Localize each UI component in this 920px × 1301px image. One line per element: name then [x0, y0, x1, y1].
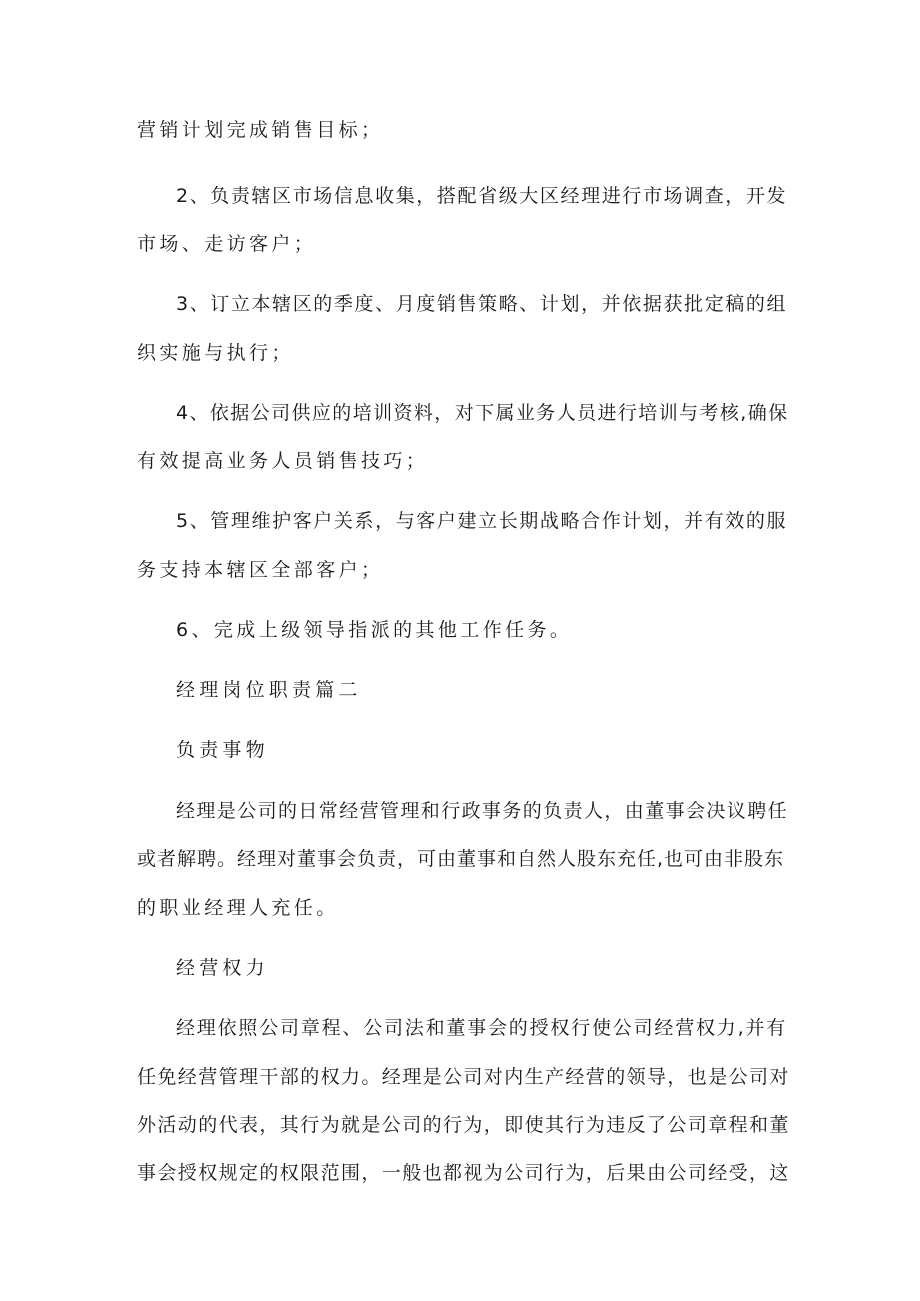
paragraph-line: 或者解聘。经理对董事会负责，可由董事和自然人股东充任,也可由非股东: [137, 848, 785, 870]
paragraph-line: 的职业经理人充任。: [137, 897, 339, 919]
list-item-4: 4、依据公司供应的培训资料，对下属业务人员进行培训与考核,确保: [176, 402, 789, 424]
paragraph-line: 经理是公司的日常经营管理和行政事务的负责人，由董事会决议聘任: [176, 800, 789, 822]
list-item-3: 3、订立本辖区的季度、月度销售策略、计划，并依据获批定稿的组: [176, 293, 788, 315]
subsection-heading: 经营权力: [176, 957, 269, 979]
list-item-6: 6、完成上级领导指派的其他工作任务。: [176, 619, 573, 641]
paragraph-line: 事会授权规定的权限范围，一般也都视为公司行为，后果由公司经受，这: [137, 1162, 790, 1184]
text-line: 有效提高业务人员销售技巧；: [137, 450, 429, 472]
text-line: 营销计划完成销售目标；: [137, 119, 384, 141]
text-line: 市场、走访客户；: [137, 233, 317, 255]
subsection-heading: 负责事物: [176, 739, 269, 761]
list-item-2: 2、负责辖区市场信息收集，搭配省级大区经理进行市场调查，开发: [176, 185, 788, 207]
section-heading: 经理岗位职责篇二: [176, 679, 362, 701]
text-line: 务支持本辖区全部客户；: [137, 559, 384, 581]
paragraph-line: 任免经营管理干部的权力。经理是公司对内生产经营的领导，也是公司对: [137, 1066, 790, 1088]
text-line: 织实施与执行；: [137, 342, 294, 364]
paragraph-line: 外活动的代表，其行为就是公司的行为，即使其行为违反了公司章程和董: [137, 1114, 790, 1136]
list-item-5: 5、管理维护客户关系，与客户建立长期战略合作计划，并有效的服: [176, 510, 788, 532]
paragraph-line: 经理依照公司章程、公司法和董事会的授权行使公司经营权力,并有: [176, 1017, 788, 1039]
